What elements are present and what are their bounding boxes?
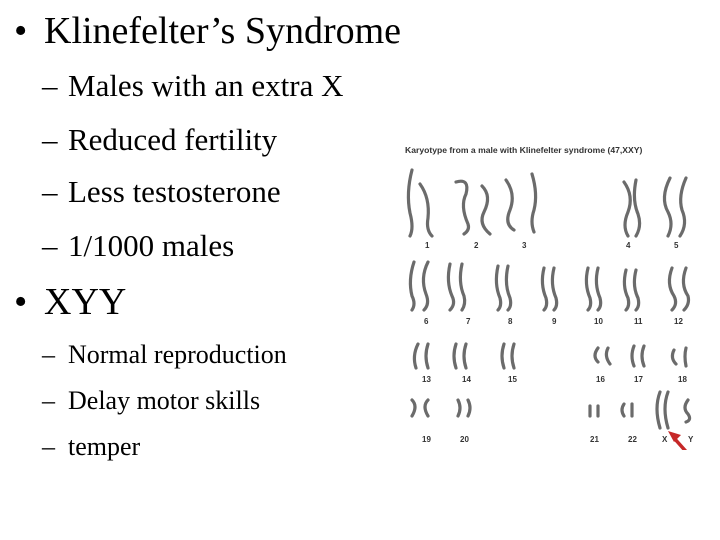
karyotype-figure	[398, 138, 704, 450]
bullet-xyy	[14, 283, 126, 321]
sub-item	[42, 342, 287, 368]
chromosome-x1	[657, 392, 660, 428]
chromosome-17a	[632, 346, 634, 366]
chromosome-9b	[552, 268, 556, 310]
chromosome-10b	[596, 268, 600, 310]
chromosome-6b	[423, 262, 428, 310]
chromosome-1b	[420, 184, 432, 236]
chromosome-12a	[669, 268, 675, 310]
chromosome-16a	[595, 348, 598, 362]
chromosome-7b	[460, 264, 464, 310]
label-6: 6	[424, 317, 429, 326]
chromosome-13b	[426, 344, 428, 368]
chromosome-15a	[502, 344, 504, 368]
chromosome-17b	[642, 346, 644, 366]
chromosome-20b	[468, 400, 470, 416]
bullet-klinefelter	[14, 12, 401, 50]
label-11: 11	[634, 317, 643, 326]
chromosome-8b	[506, 266, 510, 310]
chromosome-8a	[496, 266, 500, 310]
bullet-title: Klinefelter’s Syndrome	[44, 10, 402, 52]
chromosome-20a	[458, 400, 460, 416]
chromosome-5b	[680, 178, 686, 236]
label-8: 8	[508, 317, 513, 326]
sub-item-text: Delay motor skills	[68, 386, 261, 415]
chromosome-16b	[606, 348, 610, 364]
label-5: 5	[674, 241, 679, 250]
label-20: 20	[460, 435, 469, 444]
chromosome-13a	[414, 344, 418, 368]
sub-item-text: Males with an extra X	[68, 68, 344, 103]
label-19: 19	[422, 435, 431, 444]
label-12: 12	[674, 317, 683, 326]
bullet-dot: •	[14, 10, 28, 52]
label-x: X	[662, 435, 668, 444]
label-3: 3	[522, 241, 527, 250]
chromosome-1a	[408, 170, 412, 236]
chromosome-2a	[456, 181, 469, 234]
dash: –	[42, 68, 58, 103]
sub-item	[42, 388, 260, 414]
dash: –	[42, 122, 58, 157]
chromosome-9a	[542, 268, 546, 310]
label-4: 4	[626, 241, 631, 250]
chromosome-19b	[425, 400, 428, 416]
sub-item	[42, 124, 277, 155]
chromosome-3a	[506, 180, 514, 230]
label-13: 13	[422, 375, 431, 384]
label-16: 16	[596, 375, 605, 384]
arrow-icon	[668, 431, 690, 450]
dash: –	[42, 174, 58, 209]
sub-item	[42, 70, 343, 101]
label-21: 21	[590, 435, 599, 444]
chromosome-6a	[410, 262, 414, 310]
sub-item-text: temper	[68, 432, 141, 461]
label-7: 7	[466, 317, 471, 326]
chromosome-11b	[634, 270, 638, 310]
sub-item	[42, 176, 281, 207]
chromosome-3b	[532, 174, 536, 232]
chromosome-y	[685, 400, 690, 422]
label-10: 10	[594, 317, 603, 326]
chromosome-19a	[412, 400, 415, 416]
chromosome-2b	[482, 186, 490, 234]
chromosome-15b	[512, 344, 514, 368]
sub-item-text: Less testosterone	[68, 174, 281, 209]
chromosome-7a	[448, 264, 453, 310]
bullet-dot: •	[14, 281, 28, 323]
arrow-head	[668, 431, 681, 442]
dash: –	[42, 228, 58, 263]
karyotype-image	[398, 138, 704, 450]
label-9: 9	[552, 317, 557, 326]
sub-item	[42, 230, 234, 261]
chromosome-14a	[454, 344, 456, 368]
chromosome-12b	[683, 268, 688, 310]
chromosome-18b	[685, 348, 686, 366]
label-y: Y	[688, 435, 694, 444]
sub-item	[42, 434, 140, 460]
label-14: 14	[462, 375, 471, 384]
dash: –	[42, 386, 55, 415]
sub-item-text: Reduced fertility	[68, 122, 278, 157]
chromosome-11a	[624, 270, 628, 310]
label-2: 2	[474, 241, 479, 250]
chromosome-10a	[586, 268, 590, 310]
label-1: 1	[425, 241, 430, 250]
chromosome-4b	[634, 180, 639, 236]
label-17: 17	[634, 375, 643, 384]
karyotype-title: Karyotype from a male with Klinefelter syndrome (47,XXY)	[405, 145, 643, 155]
chromosome-x2	[665, 392, 668, 428]
chromosome-14b	[464, 344, 466, 368]
chromosome-4a	[624, 182, 630, 236]
label-18: 18	[678, 375, 687, 384]
chromosome-5a	[664, 178, 671, 236]
chromosome-18a	[672, 350, 676, 364]
label-15: 15	[508, 375, 517, 384]
sub-item-text: 1/1000 males	[68, 228, 235, 263]
chromosome-22a	[622, 404, 624, 416]
dash: –	[42, 340, 55, 369]
sub-item-text: Normal reproduction	[68, 340, 287, 369]
label-22: 22	[628, 435, 637, 444]
dash: –	[42, 432, 55, 461]
bullet-title: XYY	[44, 281, 127, 323]
